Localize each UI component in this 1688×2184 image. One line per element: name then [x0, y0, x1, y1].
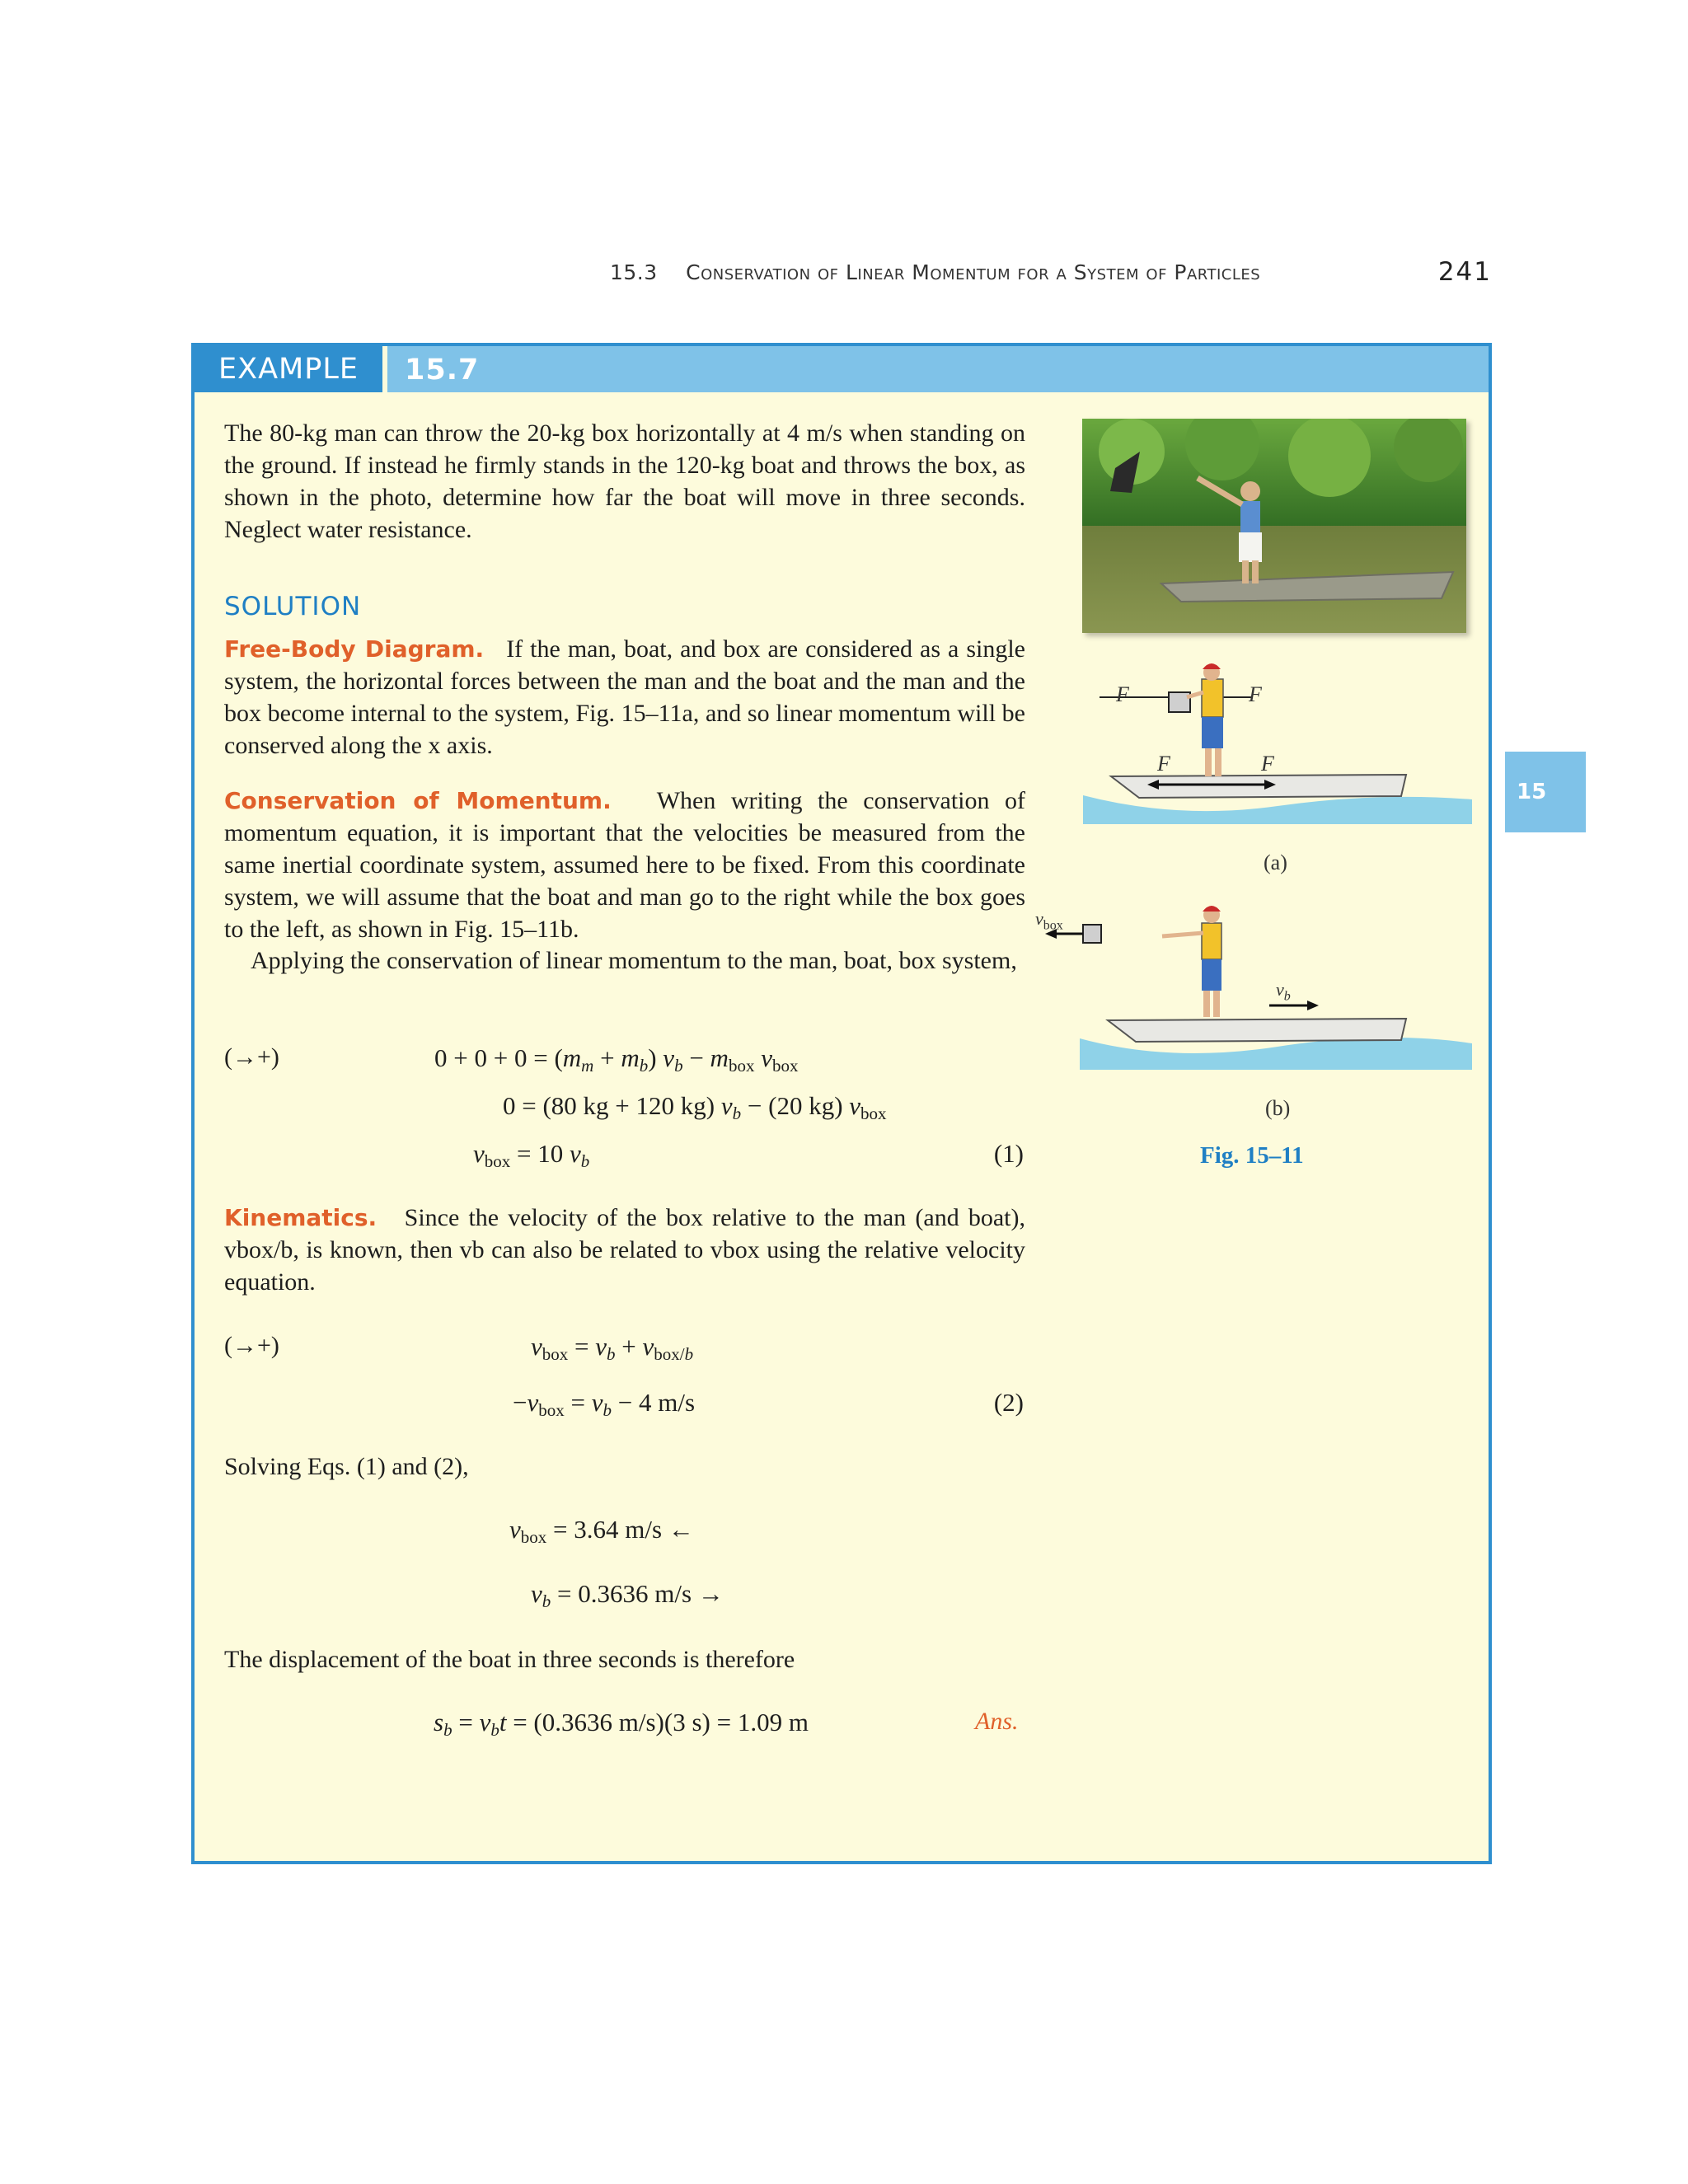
example-header-bar: [195, 346, 1489, 392]
momentum-equation-numeric: 0 = (80 kg + 120 kg) $v_b - (20$ kg) $v_{box}$: [503, 1091, 887, 1123]
com-paragraph-2: Applying the conservation of linear momentum to the man, boat, box system,: [251, 947, 1017, 974]
section-title: Conservation of Linear Momentum for a System of Particles: [686, 260, 1261, 284]
example-label: EXAMPLE: [195, 346, 382, 392]
result-vbox: $v_{box} = 3.64$ m/s ←: [509, 1515, 694, 1547]
equation-1-number: (1): [993, 1139, 1024, 1168]
vb-label: $v_b$: [1276, 979, 1291, 1004]
answer-label: Ans.: [975, 1708, 1019, 1735]
kinematics-text: Since the velocity of the box relative to the man (and boat), vbox/b, is known, then vb can also be related to vbox using the relative velocity equation.: [224, 1204, 1026, 1296]
displacement-text: The displacement of the boat in three seconds is therefore: [224, 1646, 795, 1673]
displacement-equation: $s_b = v_bt = (0.3636$ m/s)(3 s) = 1.09 m: [434, 1708, 809, 1740]
example-separator: [382, 346, 387, 392]
problem-statement: The 80-kg man can throw the 20-kg box horizontally at 4 m/s when standing on the ground. If instead he firmly stands in the 120-kg boat and throws the box, as shown in the photo, determine how far the boat will move in three seconds. Neglect water resistance.: [224, 419, 1025, 543]
equation-2: $-v_{box} = v_b - 4$ m/s: [513, 1388, 696, 1420]
equation-1: $v_{box} = 10$ $v_b$: [473, 1139, 590, 1171]
figure-b-diagram: [1039, 898, 1475, 1080]
vbox-label: $v_{box}$: [1035, 908, 1063, 933]
fbd-paragraph: [224, 633, 1025, 762]
force-label-box-right: F: [1249, 682, 1262, 706]
kinematics-heading: Kinematics.: [224, 1204, 377, 1231]
result-vb: $v_b = 0.3636$ m/s →: [531, 1579, 724, 1611]
com-text: When writing the conservation of momentum equation, it is important that the velocities be measured from the same inertial coordinate system, assumed here to be fixed. From this coordinate system, we will assume that the boat and man go to the right while the box goes to the left, as shown in Fig. 15–11b.: [224, 787, 1025, 943]
sign-convention-1: (→+): [224, 1043, 279, 1071]
solving-text: Solving Eqs. (1) and (2),: [224, 1453, 469, 1480]
force-label-boat-left: F: [1157, 752, 1170, 776]
solution-heading: SOLUTION: [224, 592, 362, 621]
boat-photo: [1082, 419, 1466, 633]
force-label-box-left: F: [1116, 682, 1129, 706]
figure-a-diagram: [1080, 659, 1475, 832]
figure-b-label: (b): [1265, 1096, 1291, 1120]
sign-convention-2: (→+): [224, 1332, 279, 1359]
chapter-tab[interactable]: 15: [1505, 752, 1586, 832]
fbd-heading: Free-Body Diagram.: [224, 635, 485, 663]
figure-caption: Fig. 15–11: [1200, 1142, 1304, 1169]
relative-velocity-equation: $v_{box} = v_b + v_{box/b}$: [531, 1332, 694, 1364]
com-paragraph: [224, 785, 1025, 945]
fbd-text: If the man, boat, and box are considered as a single system, the horizontal forces between the man and the boat and the man and the box become internal to the system, Fig. 15–11a, and so linear momentum will be conserved along the x axis.: [224, 635, 1026, 759]
example-number: 15.7: [405, 354, 480, 387]
running-head: [610, 260, 1327, 284]
force-label-boat-right: F: [1261, 752, 1274, 776]
kinematics-paragraph: [224, 1202, 1025, 1298]
section-number: 15.3: [610, 260, 658, 284]
momentum-equation-general: $0 + 0 + 0 = (m_m + m_b) v_b - m_{box}$ $v_{box}$: [434, 1043, 799, 1076]
page-number: 241: [1437, 257, 1492, 287]
equation-2-number: (2): [993, 1388, 1024, 1417]
com-heading: Conservation of Momentum.: [224, 787, 612, 814]
figure-a-label: (a): [1264, 851, 1287, 874]
